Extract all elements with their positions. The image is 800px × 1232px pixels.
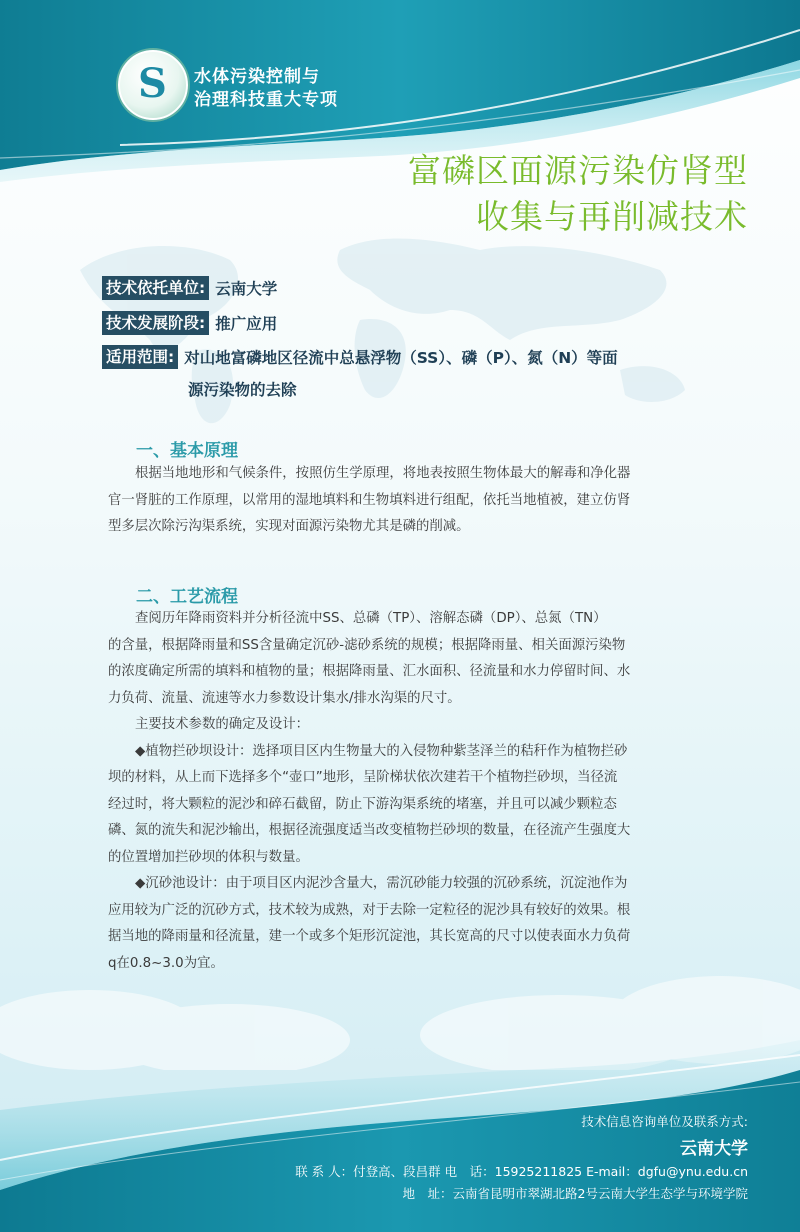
info-row-scope — [102, 345, 618, 369]
footer-address: 地 址：云南省昆明市翠湖北路2号云南大学生态学与环境学院 — [402, 1186, 748, 1201]
info-row-stage — [102, 311, 277, 335]
footer-banner — [0, 1040, 800, 1232]
section1-line: 根据当地地形和气候条件，按照仿生学原理，将地表按照生物体最大的解毒和净化器 — [135, 466, 631, 481]
section1-body — [108, 461, 694, 541]
footer-unit: 云南大学 — [680, 1139, 748, 1159]
section2-p3-line: ◆植物拦砂坝设计：选择项目区内生物量大的入侵物种紫茎泽兰的秸秆作为植物拦砂 — [135, 743, 628, 759]
section2-p1-line: 查阅历年降雨资料并分析径流中SS、总磷（TP）、溶解态磷（DP）、总氮（TN） — [135, 611, 607, 626]
section1-line: 官一肾脏的工作原理，以常用的湿地填料和生物填料进行组配，依托当地植被，建立仿肾 — [108, 492, 631, 508]
program-name-line2: 治理科技重大专项 — [194, 90, 338, 110]
section2-p1-line: 力负荷、流量、流速等水力参数设计集水/排水沟渠的尺寸。 — [108, 690, 461, 706]
program-name-line1: 水体污染控制与 — [194, 67, 320, 87]
logo-s-icon: S — [138, 60, 167, 107]
page-title — [408, 148, 748, 240]
footer-contact: 联 系 人：付登高、段昌群 电 话：15925211825 E-mail：dgfu@ynu.edu.cn — [295, 1164, 748, 1179]
unit-label: 技术依托单位: — [102, 276, 209, 300]
footer-consult-label: 技术信息咨询单位及联系方式: — [581, 1114, 748, 1129]
section2-p1-line: 的含量，根据降雨量和SS含量确定沉砂-滤砂系统的规模；根据降雨量、相关面源污染物 — [108, 637, 626, 653]
program-logo — [118, 50, 188, 120]
program-name — [194, 66, 338, 112]
scope-value-line1: 对山地富磷地区径流中总悬浮物（SS）、磷（P）、氮（N）等面 — [184, 349, 618, 367]
unit-value: 云南大学 — [215, 280, 278, 298]
section1-heading: 一、基本原理 — [136, 441, 238, 461]
section2-p4-line: ◆沉砂池设计：由于项目区内泥沙含量大，需沉砂能力较强的沉砂系统，沉淀池作为 — [135, 876, 628, 891]
section2-heading: 二、工艺流程 — [136, 587, 238, 607]
section2-body — [108, 606, 694, 977]
section2-p2: 主要技术参数的确定及设计： — [135, 717, 310, 732]
stage-value: 推广应用 — [215, 315, 278, 333]
section2-p3-line: 的位置增加拦砂坝的体积与数量。 — [108, 849, 309, 865]
section2-p3-line: 经过时，将大颗粒的泥沙和碎石截留，防止下游沟渠系统的堵塞，并且可以减少颗粒态 — [108, 796, 617, 812]
section2-p3-line: 磷、氮的流失和泥沙输出，根据径流强度适当改变植物拦砂坝的数量，在径流产生强度大 — [108, 823, 631, 838]
section2-p4-line: 应用较为广泛的沉砂方式，技术较为成熟，对于去除一定粒径的泥沙具有较好的效果。根 — [108, 902, 631, 918]
scope-value-line2: 源污染物的去除 — [188, 381, 297, 399]
stage-label: 技术发展阶段: — [102, 311, 209, 335]
scope-label: 适用范围: — [102, 345, 178, 369]
section2-p4-line: 据当地的降雨量和径流量，建一个或多个矩形沉淀池，其长宽高的尺寸以使表面水力负荷 — [108, 929, 631, 944]
header-banner — [0, 0, 800, 170]
section2-p4-line: q在0.8~3.0为宜。 — [108, 955, 224, 971]
title-line1: 富磷区面源污染仿肾型 — [408, 151, 748, 190]
section1-line: 型多层次除污沟渠系统，实现对面源污染物尤其是磷的削减。 — [108, 519, 470, 534]
section2-p1-line: 的浓度确定所需的填料和植物的量；根据降雨量、汇水面积、径流量和水力停留时间、水 — [108, 664, 631, 679]
info-row-unit — [102, 276, 277, 300]
title-line2: 收集与再削减技术 — [476, 197, 748, 236]
section2-p3-line: 坝的材料，从上而下选择多个“壶口”地形，呈阶梯状依次建若干个植物拦砂坝，当径流 — [108, 770, 618, 785]
